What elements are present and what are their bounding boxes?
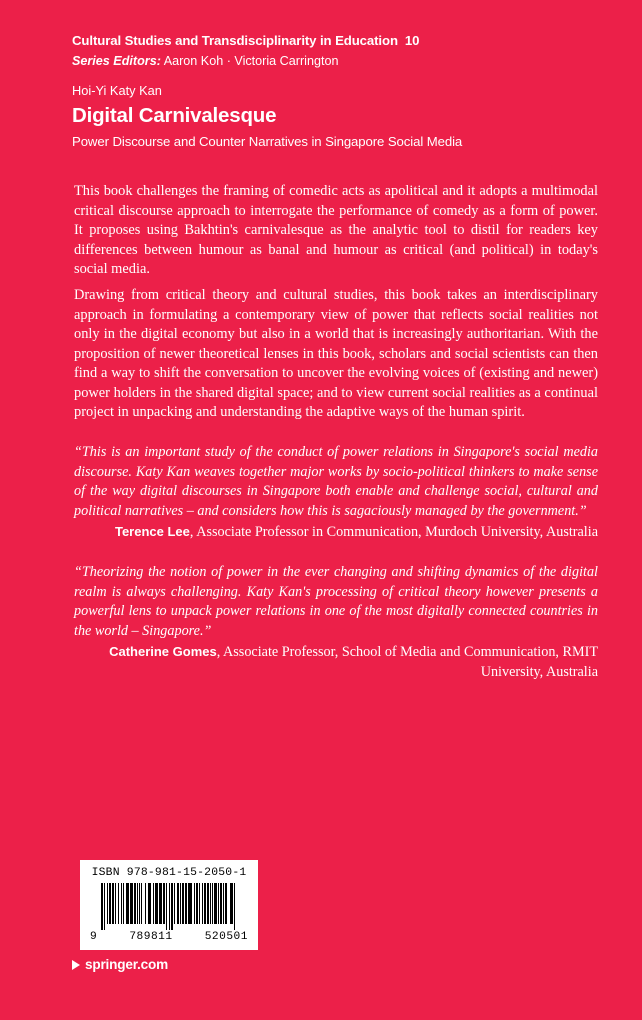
- springer-website: springer.com: [85, 957, 168, 972]
- endorsement-1-affiliation: , Associate Professor in Communication, Murdoch University, Australia: [189, 524, 598, 541]
- series-editors-label: Series Editors:: [72, 53, 161, 68]
- barcode-digits: [89, 931, 249, 943]
- series-editors-line: [72, 53, 592, 70]
- isbn-number: ISBN 978-981-15-2050-1: [91, 867, 247, 879]
- endorsement-1-attribution: [74, 523, 598, 542]
- series-volume-number: 10: [404, 33, 420, 48]
- springer-link[interactable]: [72, 957, 168, 972]
- isbn-barcode: [80, 860, 258, 950]
- barcode-digit-group-1: 789811: [129, 931, 173, 943]
- blurb-paragraph-1: This book challenges the framing of comedic acts as apolitical and it adopts a multimodal critical discourse approach to interrogate the performance of comedy as a form of power. It proposes using Bakhtin's carnivalesque as the analytic tool to distil for readers key differences between humour as banal and humour as critical (and political) in today's social media.: [74, 183, 598, 278]
- series-header: [72, 32, 592, 70]
- endorsement-2-person: Catherine Gomes: [109, 644, 217, 660]
- endorsement-1-quote: “This is an important study of the conduct of power relations in Singapore's social media discourse. Katy Kan weaves together major works by socio-political thinkers to make sense of the way digital discourses in Singapore both enable and challenge social, cultural and political narratives – and considers how this is sagaciously managed by the government.”: [74, 444, 598, 519]
- blurb-paragraph-2: Drawing from critical theory and cultural studies, this book takes an interdisciplinary approach in formulating a contemporary view of power that reflects social realities not only in the digital economy but also in a world that is increasingly authoritarian. With the proposition of newer theoretical lenses in this book, scholars and social scientists can then find a way to shift the conversation to uncover the evolving voices of (existing and newer) power holders in the shared digital space; and to view current social realities as a continual project in unpacking and understanding the adaptive ways of the human spirit.: [74, 287, 598, 421]
- book-subtitle: Power Discourse and Counter Narratives in Singapore Social Media: [72, 134, 463, 150]
- barcode-digit-group-2: 520501: [204, 931, 248, 943]
- series-title: Cultural Studies and Transdisciplinarity in Education: [72, 33, 398, 48]
- endorsement-1: [74, 443, 598, 543]
- title-block: [72, 83, 602, 150]
- endorsement-2-affiliation: , Associate Professor, School of Media and Communication, RMIT University, Australia: [216, 644, 598, 680]
- endorsement-2: [74, 563, 598, 682]
- endorsement-1-person: Terence Lee: [114, 524, 190, 540]
- book-title: Digital Carnivalesque: [72, 103, 277, 127]
- barcode-digit-left: 9: [90, 931, 98, 943]
- endorsement-2-quote: “Theorizing the notion of power in the ever changing and shifting dynamics of the digital realm is always challenging. Katy Kan's processing of critical theory however presents a powerful lens to unpack power relations in one of the most digitally connected countries in the world – Singapore.”: [74, 564, 598, 639]
- barcode-bars: [89, 883, 249, 930]
- series-editors-names: Aaron Koh · Victoria Carrington: [163, 53, 339, 68]
- play-triangle-icon: [72, 960, 80, 970]
- author-name: Hoi-Yi Katy Kan: [72, 83, 162, 98]
- endorsement-2-attribution: [74, 643, 598, 681]
- series-title-line: [72, 32, 592, 50]
